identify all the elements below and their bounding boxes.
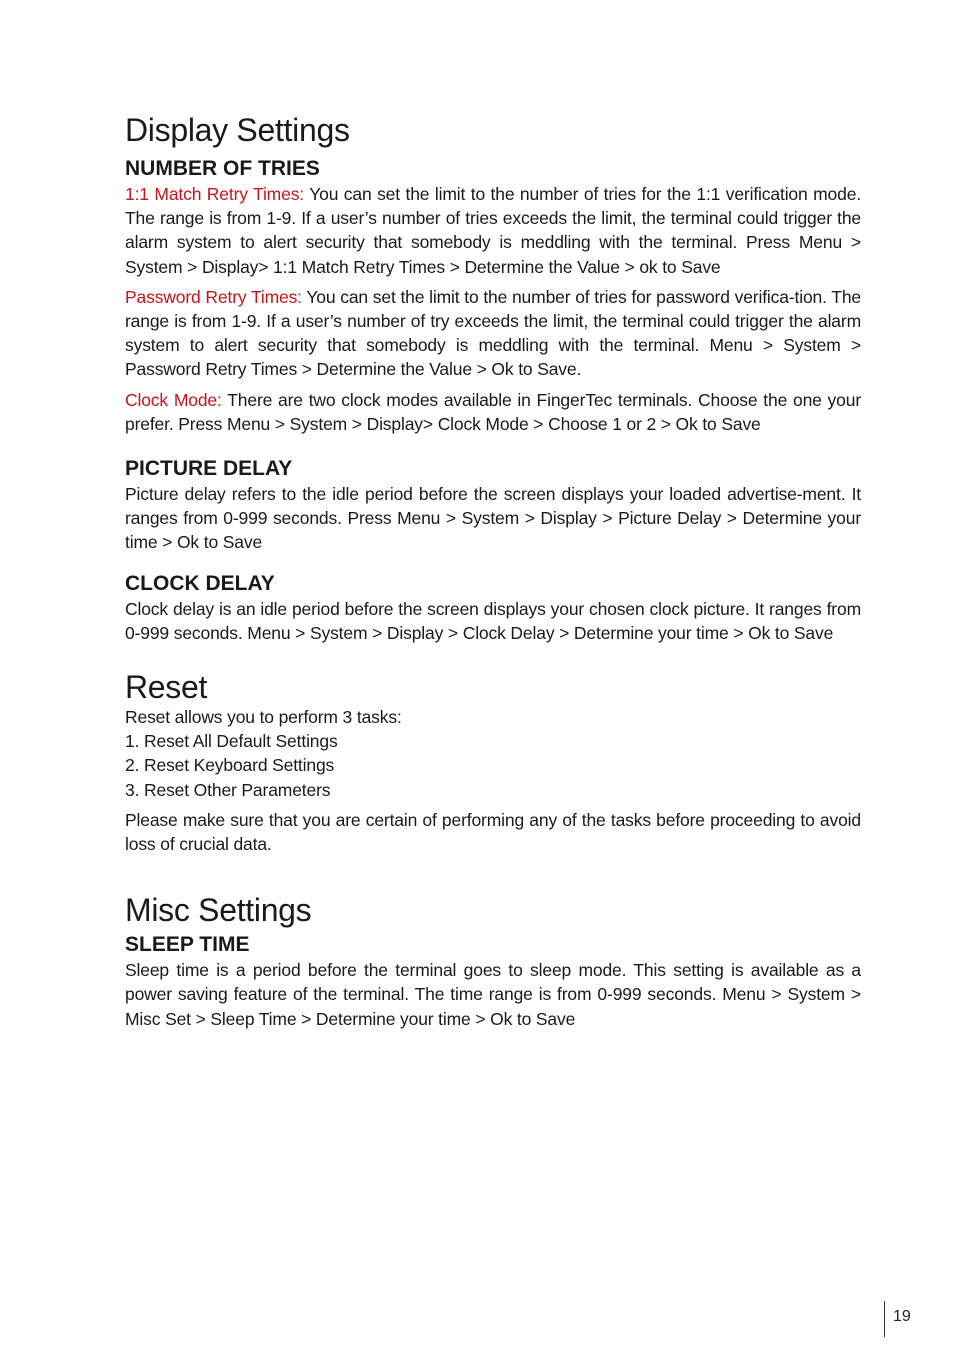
display-settings-title: Display Settings (125, 112, 350, 148)
match-retry-text: You can set the limit to the number of tries for the 1:1 verification mode. The range is from 1-9. If a user’s number of tries exceeds the limit, the terminal could trigger the alarm system to alert security that somebody is meddling with the terminal. Press Menu > System > Display> 1:1 Match Retry Times > Determine the Value > ok to Save (125, 184, 861, 277)
picture-delay-heading: PICTURE DELAY (125, 457, 293, 481)
sleep-time-heading: SLEEP TIME (125, 933, 250, 957)
reset-item-3: 3. Reset Other Parameters (125, 779, 331, 800)
reset-note: Please make sure that you are certain of performing any of the tasks before proceeding to avoid loss of crucial data. (125, 809, 861, 855)
clock-delay-text: Clock delay is an idle period before the screen displays your chosen clock picture. It ranges from 0-999 seconds. Menu > System > Display > Clock Delay > Determine your time > Ok to Save (125, 598, 861, 643)
number-of-tries-heading: NUMBER OF TRIES (125, 157, 320, 180)
clock-mode-paragraph (125, 388, 861, 436)
reset-item-2: 2. Reset Keyboard Settings (125, 755, 335, 776)
reset-intro: Reset allows you to perform 3 tasks: (125, 707, 402, 728)
picture-delay-text: Picture delay refers to the idle period before the screen displays your loaded advertise-ment. It ranges from 0-999 seconds. Press Menu > System > Display > Picture Delay > Determine your time > Ok to Save (125, 484, 861, 553)
password-retry-label: Password Retry Times: (125, 286, 302, 307)
clock-mode-label: Clock Mode: (125, 389, 222, 410)
clock-mode-text: There are two clock modes available in FingerTec terminals. Choose the one your prefer. Press Menu > System > Display> Clock Mode > Choose 1 or 2 > Ok to Save (125, 389, 862, 434)
page-number-divider (884, 1301, 885, 1337)
sleep-time-text: Sleep time is a period before the terminal goes to sleep mode. This setting is available as a power saving feature of the terminal. The time range is from 0-999 seconds. Menu > System > Misc Set > Sleep Time > Determine your time > Ok to Save (125, 960, 861, 1029)
page-content (125, 112, 861, 1031)
match-retry-label: 1:1 Match Retry Times: (125, 184, 305, 204)
password-retry-text: You can set the limit to the number of tries for password verifica-tion. The range is from 1-9. If a user’s number of try exceeds the limit, the terminal could trigger the alarm system to alert security that somebody is meddling with the terminal. Menu > System > Password Retry Times > Determine the Value > Ok to Save. (125, 286, 861, 380)
reset-item-1: 1. Reset All Default Settings (125, 731, 338, 752)
match-retry-paragraph (125, 182, 861, 279)
password-retry-paragraph (125, 285, 861, 382)
page-number: 19 (893, 1308, 911, 1325)
reset-title: Reset (125, 669, 208, 706)
misc-settings-title: Misc Settings (125, 892, 312, 929)
clock-delay-heading: CLOCK DELAY (125, 571, 275, 595)
